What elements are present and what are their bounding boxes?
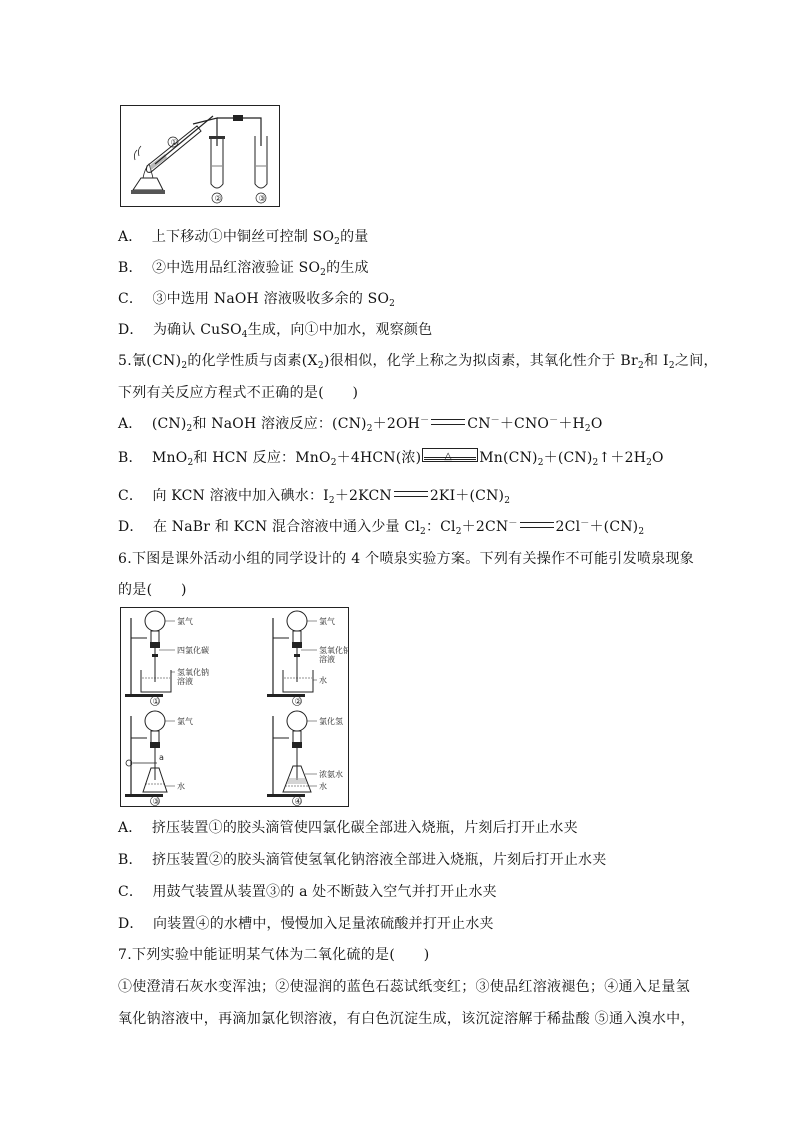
svg-text:a: a: [159, 753, 164, 762]
equals-arrow: [520, 522, 554, 528]
fountain-drawing: [121, 608, 348, 806]
svg-text:四氯化碳: 四氯化碳: [177, 646, 209, 655]
label-3: ③: [258, 194, 266, 203]
q6-option-c[interactable]: C． 用鼓气装置从装置③的 a 处不断鼓入空气并打开止水夹: [118, 884, 497, 900]
q6-option-d[interactable]: D． 向装置④的水槽中，慢慢加入足量浓硫酸并打开止水夹: [118, 916, 494, 932]
q6-option-a[interactable]: A． 挤压装置①的胶头滴管使四氯化碳全部进入烧瓶，片刻后打开止水夹: [118, 820, 578, 836]
svg-text:浓氨水: 浓氨水: [319, 770, 343, 779]
svg-text:氯气: 氯气: [177, 617, 193, 626]
q5-option-c[interactable]: C． 向 KCN 溶液中加入碘水：$I_2+2KCN$ $2KI+(CN)_2$: [118, 488, 511, 506]
fountain-figure: [120, 607, 349, 807]
equals-arrow: [394, 491, 428, 497]
q7-line2: 氧化钠溶液中，再滴加氯化钡溶液，有白色沉淀生成，该沉淀溶解于稀盐酸 ⑤通入溴水中，: [118, 1011, 695, 1027]
q7-stem: 7.下列实验中能证明某气体为二氧化硫的是( ): [118, 947, 430, 963]
svg-text:溶液: 溶液: [319, 655, 335, 664]
panel-4: [267, 711, 343, 806]
svg-text:水: 水: [319, 676, 327, 685]
svg-text:氯气: 氯气: [177, 717, 193, 726]
q4-option-c[interactable]: C． ③中选用 NaOH 溶液吸收多余的 $SO_2$: [118, 291, 396, 309]
heat-condition-box: [422, 448, 478, 464]
svg-text:氯气: 氯气: [319, 617, 335, 626]
q4-option-a[interactable]: A． 上下移动①中铜丝可控制 $SO_2$的量: [118, 229, 369, 247]
apparatus-drawing: [121, 106, 279, 206]
q6-stem-line1: 6.下图是课外活动小组的同学设计的 4 个喷泉实验方案。下列有关操作不可能引发喷泉现象: [118, 551, 695, 567]
svg-text:④: ④: [294, 797, 302, 806]
q5-option-a[interactable]: A． $(CN)_2$和 NaOH 溶液反应：$(CN)_2+2OH^-$ $CN^-+CNO^-+H_2O$: [118, 416, 603, 434]
q5-option-b[interactable]: B． MnO$_2$和 HCN 反应：MnO$_2$＋4HCN(浓) $Mn(CN)_2+(CN)_2↑+2H_2O$: [118, 450, 664, 468]
label-2: ②: [214, 194, 222, 203]
equals-arrow: [431, 419, 465, 425]
svg-text:溶液: 溶液: [177, 677, 193, 686]
label-1: ①: [170, 138, 178, 147]
q5-stem-line1: 5.氰$(CN)_2$的化学性质与卤素$(X_2)$很相似，化学上称之为拟卤素，其氧化性介于 $Br_2$和 $I_2$之间，: [118, 353, 718, 371]
apparatus-figure-1: [120, 105, 280, 207]
q5-option-d[interactable]: D． 在 NaBr 和 KCN 混合溶液中通入少量 $Cl_2$：$Cl_2+2CN^-$ $2Cl^-+(CN)_2$: [118, 519, 645, 537]
q4-option-b[interactable]: B． ②中选用品红溶液验证 $SO_2$的生成: [118, 260, 369, 278]
panel-2: [267, 611, 348, 706]
svg-text:氯化氢: 氯化氢: [319, 717, 343, 726]
panel-1: [125, 611, 209, 706]
svg-text:水: 水: [177, 782, 185, 791]
q7-line1: ①使澄清石灰水变浑浊；②使湿润的蓝色石蕊试纸变红；③使品红溶液褪色；④通入足量氢: [118, 979, 690, 995]
svg-text:①: ①: [152, 697, 160, 706]
svg-text:②: ②: [294, 697, 302, 706]
panel-3: [125, 711, 193, 806]
svg-text:③: ③: [152, 797, 160, 806]
q6-option-b[interactable]: B． 挤压装置②的胶头滴管使氢氧化钠溶液全部进入烧瓶，片刻后打开止水夹: [118, 852, 607, 868]
svg-text:氢氧化钠: 氢氧化钠: [177, 668, 209, 677]
q5-stem-line2: 下列有关反应方程式不正确的是( ): [118, 385, 359, 401]
q6-stem-line2: 的是( ): [118, 582, 187, 598]
q4-option-d[interactable]: D． 为确认 CuSO$_4$生成，向①中加水，观察颜色: [118, 322, 433, 340]
svg-text:氢氧化钠: 氢氧化钠: [319, 646, 348, 655]
svg-text:水: 水: [319, 782, 327, 791]
